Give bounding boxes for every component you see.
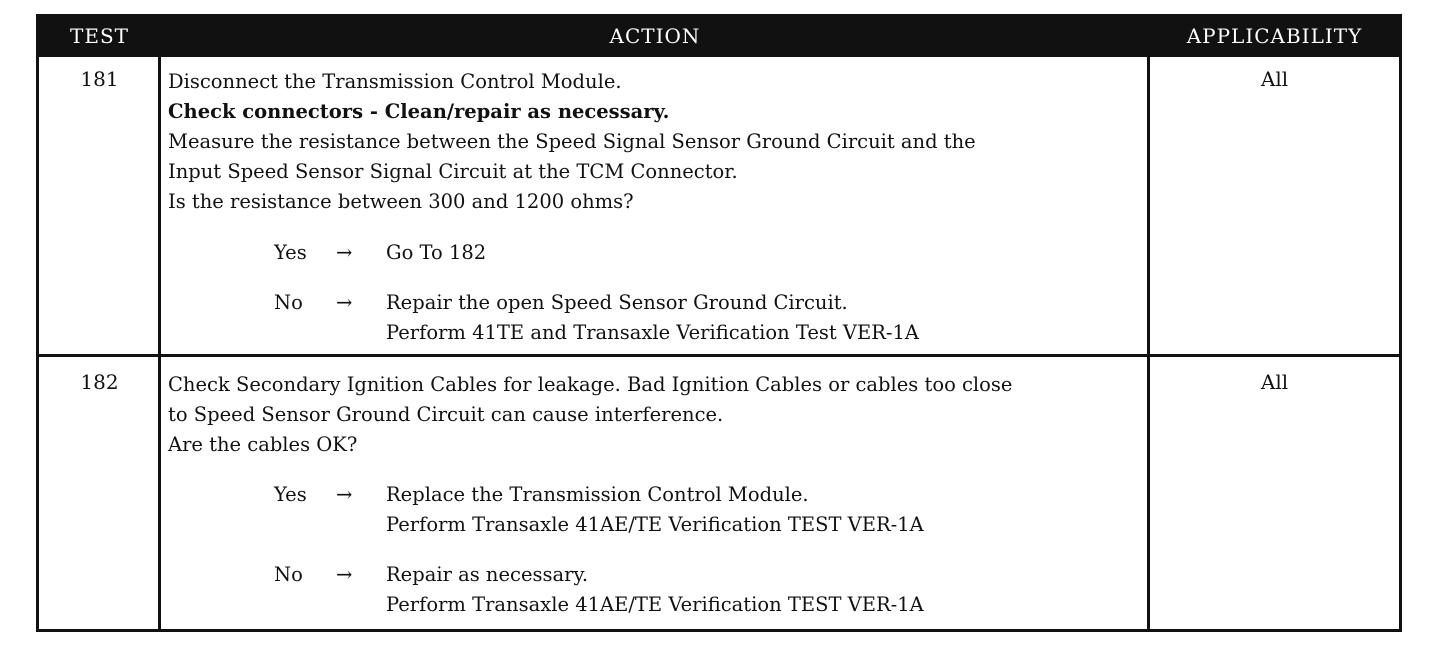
column-divider-test: [158, 57, 161, 629]
yes-text: Go To 182: [386, 241, 487, 264]
action-line: Check Secondary Ignition Cables for leakage. Bad Ignition Cables or cables too close: [168, 373, 1013, 396]
action-line: Is the resistance between 300 and 1200 ohms?: [168, 190, 634, 213]
yes-text: Perform Transaxle 41AE/TE Verification TEST VER-1A: [386, 513, 924, 536]
no-label: No: [274, 291, 303, 314]
no-label: No: [274, 563, 303, 586]
action-text-182: [168, 370, 1143, 460]
header-applicability: APPLICABILITY: [1186, 24, 1363, 48]
column-divider-applicability: [1147, 57, 1150, 629]
yes-label: Yes: [274, 483, 307, 506]
test-number-182: 182: [80, 370, 119, 394]
action-line-bold: Check connectors - Clean/repair as necessary.: [168, 100, 670, 123]
applicability-181: All: [1260, 67, 1289, 91]
diagnostic-table: [36, 14, 1402, 632]
table-header: [39, 17, 1399, 57]
arrow-icon: →: [336, 563, 353, 586]
no-text: Repair as necessary.: [386, 563, 589, 586]
action-text-181: [168, 67, 1143, 217]
action-line: to Speed Sensor Ground Circuit can cause interference.: [168, 403, 724, 426]
header-test: TEST: [70, 24, 129, 48]
test-number-181: 181: [80, 67, 119, 91]
no-text: Repair the open Speed Sensor Ground Circuit.: [386, 291, 848, 314]
header-action: ACTION: [609, 24, 701, 48]
arrow-icon: →: [336, 483, 353, 506]
arrow-icon: →: [336, 241, 353, 264]
row-divider: [39, 354, 1399, 357]
action-line: Input Speed Sensor Signal Circuit at the TCM Connector.: [168, 160, 738, 183]
no-text: Perform Transaxle 41AE/TE Verification TEST VER-1A: [386, 593, 924, 616]
action-line: Disconnect the Transmission Control Module.: [168, 70, 622, 93]
yes-text: Replace the Transmission Control Module.: [386, 483, 809, 506]
yes-label: Yes: [274, 241, 307, 264]
applicability-182: All: [1260, 370, 1289, 394]
no-text: Perform 41TE and Transaxle Verification Test VER-1A: [386, 321, 919, 344]
action-line: Are the cables OK?: [168, 433, 358, 456]
action-line: Measure the resistance between the Speed Signal Sensor Ground Circuit and the: [168, 130, 976, 153]
arrow-icon: →: [336, 291, 353, 314]
